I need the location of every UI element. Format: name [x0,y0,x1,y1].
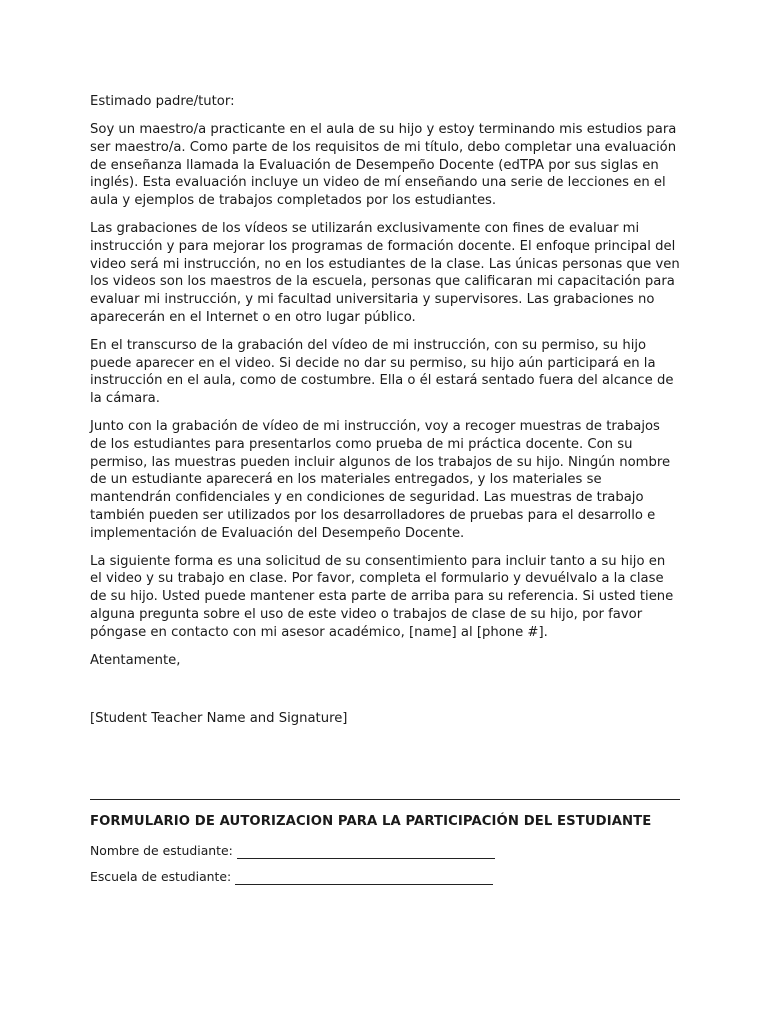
student-name-blank-line[interactable] [237,846,495,859]
form-title: FORMULARIO DE AUTORIZACION PARA LA PARTICIPACIÓN DEL ESTUDIANTE [90,814,652,829]
cut-line-divider [90,799,680,800]
student-school-field[interactable] [90,869,493,885]
paragraph-permission: En el transcurso de la grabación del vídeo de mi instrucción, con su permiso, su hijo puede aparecer en el video. Si decide no dar su permiso, su hijo aún participará en la instrucción en el aula, como de costumbre. Ella o él estará sentado fuera del alcance de la cámara. [90,337,674,407]
paragraph-intro: Soy un maestro/a practicante en el aula de su hijo y estoy terminando mis estudios para ser maestro/a. Como parte de los requisitos de mi título, debo completar una evaluación de enseñanza llamada la Evaluación de Desempeño Docente (edTPA por sus siglas en inglés). Esta evaluación incluye un video de mí enseñando una serie de lecciones en el aula y ejemplos de trabajos completados por los estudiantes. [90,122,677,209]
paragraph-work-samples: Junto con la grabación de vídeo de mi instrucción, voy a recoger muestras de trabajos de los estudiantes para presentarlos como prueba de mi práctica docente. Con su permiso, las muestras pueden incluir algunos de los trabajos de su hijo. Ningún nombre de un estudiante aparecerá en los materiales entregados, y los materiales se mantendrán confidenciales y en condiciones de seguridad. Las muestras de trabajo también pueden ser utilizados por los desarrolladores de pruebas para el desarrollo e implementación de Evaluación del Desempeño Docente. [90,418,671,541]
student-name-field[interactable] [90,843,495,859]
student-school-blank-line[interactable] [235,872,493,885]
paragraph-recordings-use: Las grabaciones de los vídeos se utilizarán exclusivamente con fines de evaluar mi instrucción y para mejorar los programas de formación docente. El enfoque principal del video será mi instrucción, no en los estudiantes de la clase. Las únicas personas que ven los videos son los maestros de la escuela, personas que calificaran mi capacitación para evaluar mi instrucción, y mi facultad universitaria y supervisores. Las grabaciones no aparecerán en el Internet o en otro lugar público. [90,220,680,325]
student-school-label: Escuela de estudiante: [90,869,232,884]
letter-closing: Atentamente, [90,652,181,668]
paragraph-consent-request: La siguiente forma es una solicitud de su consentimiento para incluir tanto a su hijo en el video y su trabajo en clase. Por favor, completa el formulario y devuélvalo a la clase de su hijo. Usted puede mantener esta parte de arriba para su referencia. Si usted tiene alguna pregunta sobre el uso de este video o trabajos de clase de su hijo, por favor póngase en contacto con mi asesor académico, [name] al [phone #]. [90,553,674,640]
signature-placeholder: [Student Teacher Name and Signature] [90,710,348,726]
letter-body [90,93,680,728]
letter-greeting: Estimado padre/tutor: [90,94,235,109]
student-name-label: Nombre de estudiante: [90,843,233,858]
